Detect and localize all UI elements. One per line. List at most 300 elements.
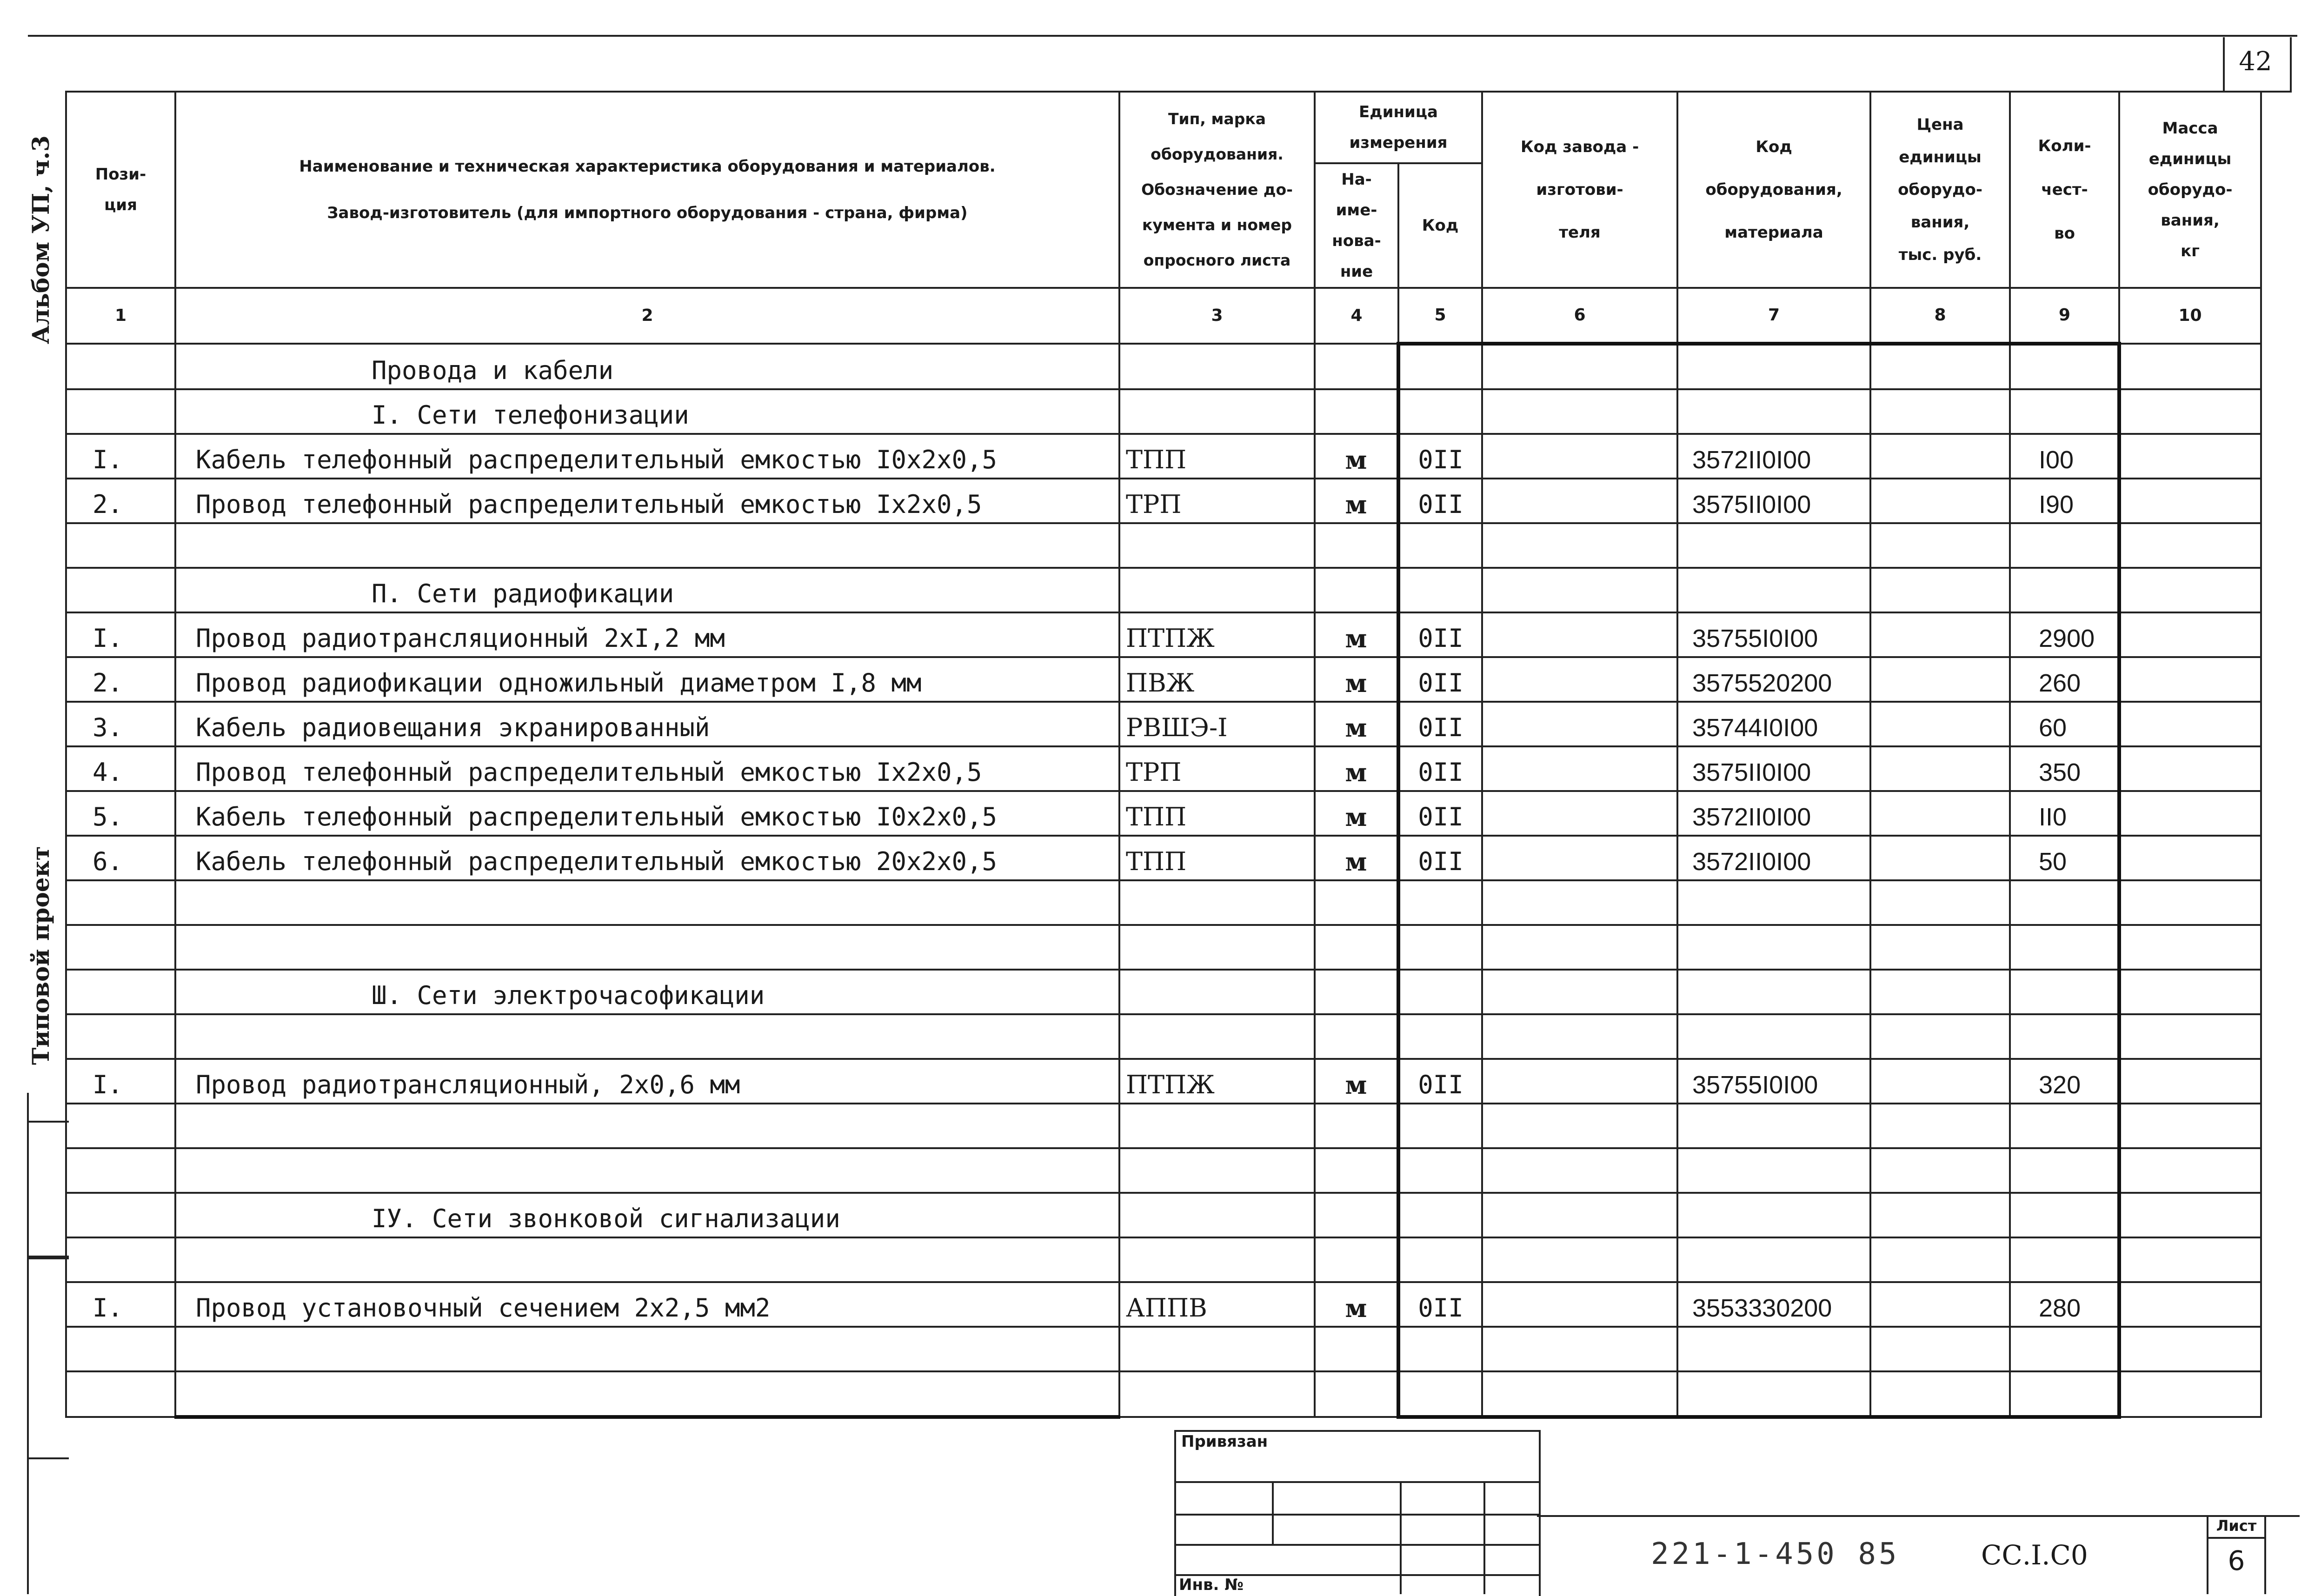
empty-row: [66, 1148, 2261, 1193]
row-name: [175, 880, 1119, 925]
row-material-code: [1677, 1148, 1870, 1193]
header-position: [66, 92, 175, 288]
row-price: [1870, 389, 2010, 434]
row-type: ПТПЖ: [1119, 612, 1315, 657]
empty-row: [66, 1014, 2261, 1059]
row-unit: м: [1315, 479, 1398, 523]
row-factory-code: [1482, 925, 1677, 970]
column-number: 8: [1870, 288, 2010, 344]
row-name: Провод радиофикации одножильный диаметром I,8 мм: [175, 657, 1119, 702]
row-unit-code: 0II: [1398, 612, 1482, 657]
column-number: 1: [66, 288, 175, 344]
row-type: [1119, 880, 1315, 925]
row-mass: [2119, 657, 2261, 702]
row-unit: м: [1315, 612, 1398, 657]
row-name: Кабель телефонный распределительный емкостью I0x2x0,5: [175, 434, 1119, 479]
row-factory-code: [1482, 523, 1677, 568]
column-number: 4: [1315, 288, 1398, 344]
row-quantity: [2010, 1104, 2119, 1148]
row-position: 3.: [66, 702, 175, 746]
row-factory-code: [1482, 880, 1677, 925]
row-price: [1870, 1104, 2010, 1148]
row-type: ТПП: [1119, 791, 1315, 836]
row-factory-code: [1482, 612, 1677, 657]
header-name-text: Наименование и техническая характеристика оборудования и материалов. Завод-изготовитель (для импортного оборудования - страна, фирма): [299, 157, 996, 222]
row-material-code: [1677, 389, 1870, 434]
row-name: [175, 1014, 1119, 1059]
row-mass: [2119, 1282, 2261, 1327]
approval-stamp: [1174, 1430, 1541, 1596]
row-material-code: [1677, 1193, 1870, 1237]
row-quantity: [2010, 568, 2119, 612]
row-unit: м: [1315, 702, 1398, 746]
row-type: [1119, 925, 1315, 970]
row-price: [1870, 568, 2010, 612]
row-unit-code: [1398, 880, 1482, 925]
empty-row: [66, 880, 2261, 925]
section-row: [66, 344, 2261, 389]
header-unit-name-text: На- име- нова- ние: [1332, 170, 1381, 281]
row-mass: [2119, 344, 2261, 389]
row-unit-code: [1398, 1327, 1482, 1371]
side-label-project: Типовой проект: [27, 846, 54, 1065]
row-name: [175, 1237, 1119, 1282]
row-quantity: [2010, 880, 2119, 925]
row-name: [175, 1104, 1119, 1148]
row-mass: [2119, 791, 2261, 836]
row-unit-code: [1398, 1148, 1482, 1193]
table-row: [66, 434, 2261, 479]
row-position: I.: [66, 1059, 175, 1104]
row-factory-code: [1482, 1104, 1677, 1148]
row-material-code: 3575II0I00: [1677, 479, 1870, 523]
row-material-code: [1677, 344, 1870, 389]
row-quantity: [2010, 1327, 2119, 1371]
row-factory-code: [1482, 1148, 1677, 1193]
header-mass-text: Масса единицы оборудо- вания, кг: [2148, 119, 2233, 260]
row-unit-code: [1398, 568, 1482, 612]
row-unit-code: [1398, 1237, 1482, 1282]
header-unit-name: [1315, 163, 1398, 288]
row-name: [175, 1148, 1119, 1193]
row-quantity: [2010, 1371, 2119, 1417]
row-unit-code: 0II: [1398, 836, 1482, 880]
row-price: [1870, 880, 2010, 925]
table-row: [66, 791, 2261, 836]
row-unit-code: 0II: [1398, 1282, 1482, 1327]
row-unit: [1315, 970, 1398, 1014]
stamp-divider: [1272, 1481, 1274, 1544]
row-name: Кабель радиовещания экранированный: [175, 702, 1119, 746]
row-mass: [2119, 1193, 2261, 1237]
row-name: IУ. Сети звонковой сигнализации: [175, 1193, 1119, 1237]
header-unit-text: Единица измерения: [1349, 103, 1448, 152]
row-material-code: [1677, 880, 1870, 925]
row-material-code: 3553330200: [1677, 1282, 1870, 1327]
row-price: [1870, 791, 2010, 836]
row-unit-code: [1398, 389, 1482, 434]
row-price: [1870, 657, 2010, 702]
row-unit: [1315, 1148, 1398, 1193]
row-name: Ш. Сети электрочасофикации: [175, 970, 1119, 1014]
row-quantity: I00: [2010, 434, 2119, 479]
row-position: 6.: [66, 836, 175, 880]
row-factory-code: [1482, 746, 1677, 791]
row-factory-code: [1482, 1371, 1677, 1417]
row-factory-code: [1482, 1059, 1677, 1104]
row-material-code: 3575520200: [1677, 657, 1870, 702]
row-factory-code: [1482, 568, 1677, 612]
table-row: [66, 1282, 2261, 1327]
row-material-code: [1677, 1327, 1870, 1371]
row-position: [66, 1237, 175, 1282]
row-unit: [1315, 1104, 1398, 1148]
header-material-code-text: Код оборудования, материала: [1705, 138, 1842, 242]
row-position: 2.: [66, 479, 175, 523]
row-factory-code: [1482, 434, 1677, 479]
row-type: ПТПЖ: [1119, 1059, 1315, 1104]
section-row: [66, 1193, 2261, 1237]
document-number: 221-1-450 85: [1651, 1537, 1900, 1571]
header-factory-code-text: Код завода - изготови- теля: [1520, 138, 1639, 242]
row-unit: [1315, 1327, 1398, 1371]
row-factory-code: [1482, 344, 1677, 389]
row-quantity: [2010, 1237, 2119, 1282]
row-position: [66, 1014, 175, 1059]
column-number: 10: [2119, 288, 2261, 344]
row-price: [1870, 1059, 2010, 1104]
row-mass: [2119, 1237, 2261, 1282]
row-position: I.: [66, 612, 175, 657]
row-position: I.: [66, 434, 175, 479]
row-material-code: 3572II0I00: [1677, 434, 1870, 479]
row-name: I. Сети телефонизации: [175, 389, 1119, 434]
row-name: [175, 523, 1119, 568]
row-unit: [1315, 1371, 1398, 1417]
row-unit-code: [1398, 344, 1482, 389]
row-unit: [1315, 568, 1398, 612]
row-type: [1119, 1237, 1315, 1282]
row-unit: [1315, 925, 1398, 970]
row-factory-code: [1482, 1237, 1677, 1282]
row-position: 4.: [66, 746, 175, 791]
row-price: [1870, 434, 2010, 479]
row-price: [1870, 612, 2010, 657]
table-row: [66, 657, 2261, 702]
row-material-code: 35744I0I00: [1677, 702, 1870, 746]
row-unit-code: 0II: [1398, 479, 1482, 523]
row-mass: [2119, 1014, 2261, 1059]
row-unit-code: 0II: [1398, 746, 1482, 791]
row-unit: [1315, 523, 1398, 568]
row-unit-code: [1398, 970, 1482, 1014]
row-type: ТПП: [1119, 434, 1315, 479]
row-name: Провод установочный сечением 2x2,5 мм2: [175, 1282, 1119, 1327]
row-material-code: 35755I0I00: [1677, 612, 1870, 657]
row-name: Провод радиотрансляционный 2xI,2 мм: [175, 612, 1119, 657]
row-mass: [2119, 1148, 2261, 1193]
table-body: [66, 344, 2261, 1417]
row-material-code: [1677, 523, 1870, 568]
page-number: 42: [2239, 47, 2272, 77]
row-name: Провод телефонный распределительный емкостью Ix2x0,5: [175, 479, 1119, 523]
row-unit-code: 0II: [1398, 702, 1482, 746]
header-mass: [2119, 92, 2261, 288]
row-price: [1870, 1371, 2010, 1417]
row-factory-code: [1482, 836, 1677, 880]
row-quantity: [2010, 523, 2119, 568]
sheet-label: Лист: [2216, 1517, 2257, 1535]
row-material-code: [1677, 925, 1870, 970]
row-mass: [2119, 568, 2261, 612]
row-unit-code: [1398, 523, 1482, 568]
margin-box-1: [27, 1121, 69, 1259]
row-factory-code: [1482, 1327, 1677, 1371]
row-price: [1870, 1282, 2010, 1327]
row-type: РВШЭ-I: [1119, 702, 1315, 746]
column-number: 9: [2010, 288, 2119, 344]
row-type: ТРП: [1119, 479, 1315, 523]
row-position: I.: [66, 1282, 175, 1327]
row-unit-code: 0II: [1398, 791, 1482, 836]
row-type: [1119, 1371, 1315, 1417]
frame-top-line: [28, 35, 2297, 37]
row-position: [66, 1327, 175, 1371]
row-name: [175, 925, 1119, 970]
row-material-code: 3572II0I00: [1677, 836, 1870, 880]
row-mass: [2119, 746, 2261, 791]
header-type: [1119, 92, 1315, 288]
stamp-inv-no: Инв. №: [1179, 1576, 1244, 1594]
row-material-code: [1677, 568, 1870, 612]
row-price: [1870, 702, 2010, 746]
row-position: [66, 389, 175, 434]
row-material-code: [1677, 1014, 1870, 1059]
empty-row: [66, 1327, 2261, 1371]
row-mass: [2119, 479, 2261, 523]
empty-row: [66, 925, 2261, 970]
row-type: [1119, 1148, 1315, 1193]
row-price: [1870, 1193, 2010, 1237]
row-factory-code: [1482, 791, 1677, 836]
row-position: [66, 1371, 175, 1417]
row-unit-code: [1398, 1193, 1482, 1237]
row-unit-code: 0II: [1398, 1059, 1482, 1104]
row-unit: м: [1315, 836, 1398, 880]
row-unit: м: [1315, 746, 1398, 791]
row-position: [66, 568, 175, 612]
table-row: [66, 702, 2261, 746]
row-quantity: 350: [2010, 746, 2119, 791]
row-material-code: [1677, 970, 1870, 1014]
column-number: 6: [1482, 288, 1677, 344]
header-price: [1870, 92, 2010, 288]
empty-row: [66, 1371, 2261, 1417]
table-row: [66, 1059, 2261, 1104]
row-mass: [2119, 389, 2261, 434]
row-material-code: 3572II0I00: [1677, 791, 1870, 836]
row-type: [1119, 1014, 1315, 1059]
column-number: 5: [1398, 288, 1482, 344]
column-number: 2: [175, 288, 1119, 344]
header-position-text: Пози- ция: [95, 165, 146, 214]
row-price: [1870, 1014, 2010, 1059]
row-type: [1119, 1327, 1315, 1371]
row-unit: м: [1315, 434, 1398, 479]
row-position: [66, 1193, 175, 1237]
row-mass: [2119, 1104, 2261, 1148]
row-price: [1870, 1148, 2010, 1193]
row-material-code: [1677, 1237, 1870, 1282]
row-unit-code: [1398, 1104, 1482, 1148]
row-unit-code: [1398, 1014, 1482, 1059]
row-type: [1119, 389, 1315, 434]
row-price: [1870, 1327, 2010, 1371]
row-material-code: 35755I0I00: [1677, 1059, 1870, 1104]
row-unit: [1315, 880, 1398, 925]
row-price: [1870, 836, 2010, 880]
sheet-number: 6: [2228, 1545, 2245, 1576]
row-price: [1870, 344, 2010, 389]
header-type-text: Тип, марка оборудования. Обозначение до- кумента и номер опросного листа: [1141, 110, 1293, 269]
header-unit-code: [1398, 163, 1482, 288]
row-quantity: 260: [2010, 657, 2119, 702]
row-price: [1870, 746, 2010, 791]
row-type: [1119, 970, 1315, 1014]
section-row: [66, 389, 2261, 434]
row-position: 5.: [66, 791, 175, 836]
row-name: Кабель телефонный распределительный емкостью I0x2x0,5: [175, 791, 1119, 836]
table-row: [66, 612, 2261, 657]
row-quantity: [2010, 925, 2119, 970]
row-mass: [2119, 434, 2261, 479]
row-name: [175, 1371, 1119, 1417]
header-factory-code: [1482, 92, 1677, 288]
title-block-line: [1537, 1515, 2300, 1517]
row-name: П. Сети радиофикации: [175, 568, 1119, 612]
row-quantity: [2010, 344, 2119, 389]
row-type: [1119, 344, 1315, 389]
row-unit: [1315, 1193, 1398, 1237]
row-mass: [2119, 1327, 2261, 1371]
row-name: Провода и кабели: [175, 344, 1119, 389]
row-type: АППВ: [1119, 1282, 1315, 1327]
row-position: [66, 880, 175, 925]
row-material-code: [1677, 1104, 1870, 1148]
row-price: [1870, 970, 2010, 1014]
row-position: [66, 344, 175, 389]
row-quantity: 60: [2010, 702, 2119, 746]
row-quantity: [2010, 1014, 2119, 1059]
row-type: [1119, 523, 1315, 568]
row-unit: м: [1315, 657, 1398, 702]
header-material-code: [1677, 92, 1870, 288]
empty-row: [66, 523, 2261, 568]
row-position: [66, 925, 175, 970]
row-name: [175, 1327, 1119, 1371]
row-quantity: 50: [2010, 836, 2119, 880]
row-quantity: 280: [2010, 1282, 2119, 1327]
header-quantity: [2010, 92, 2119, 288]
row-unit: м: [1315, 791, 1398, 836]
row-unit-code: [1398, 1371, 1482, 1417]
row-type: ТРП: [1119, 746, 1315, 791]
row-factory-code: [1482, 970, 1677, 1014]
row-factory-code: [1482, 389, 1677, 434]
row-mass: [2119, 1059, 2261, 1104]
row-factory-code: [1482, 1282, 1677, 1327]
row-unit: [1315, 389, 1398, 434]
row-unit: [1315, 1014, 1398, 1059]
row-type: ТПП: [1119, 836, 1315, 880]
header-unit: [1315, 92, 1482, 163]
section-row: [66, 568, 2261, 612]
row-mass: [2119, 612, 2261, 657]
stamp-divider: [1400, 1481, 1402, 1594]
row-factory-code: [1482, 702, 1677, 746]
header-name: [175, 92, 1119, 288]
row-position: [66, 970, 175, 1014]
row-price: [1870, 479, 2010, 523]
row-quantity: [2010, 389, 2119, 434]
row-type: [1119, 1193, 1315, 1237]
row-factory-code: [1482, 657, 1677, 702]
row-mass: [2119, 1371, 2261, 1417]
table-row: [66, 746, 2261, 791]
stamp-divider: [1483, 1481, 1485, 1594]
row-quantity: [2010, 970, 2119, 1014]
row-mass: [2119, 925, 2261, 970]
row-position: [66, 1104, 175, 1148]
row-quantity: 2900: [2010, 612, 2119, 657]
sheet-box-line: [2207, 1537, 2266, 1539]
row-quantity: II0: [2010, 791, 2119, 836]
side-label-album: Альбом УП, ч.3: [27, 135, 54, 344]
row-factory-code: [1482, 1014, 1677, 1059]
row-price: [1870, 523, 2010, 568]
row-unit: м: [1315, 1059, 1398, 1104]
row-factory-code: [1482, 479, 1677, 523]
row-price: [1870, 1237, 2010, 1282]
column-number: 3: [1119, 288, 1315, 344]
row-unit-code: 0II: [1398, 434, 1482, 479]
row-material-code: 3575II0I00: [1677, 746, 1870, 791]
table-row: [66, 836, 2261, 880]
header-unit-code-text: Код: [1422, 216, 1459, 235]
header-quantity-text: Коли- чест- во: [2038, 137, 2091, 243]
row-name: Провод радиотрансляционный, 2x0,6 мм: [175, 1059, 1119, 1104]
row-type: [1119, 568, 1315, 612]
row-type: ПВЖ: [1119, 657, 1315, 702]
row-quantity: I90: [2010, 479, 2119, 523]
row-unit: [1315, 1237, 1398, 1282]
row-position: [66, 1148, 175, 1193]
row-unit-code: [1398, 925, 1482, 970]
row-factory-code: [1482, 1193, 1677, 1237]
row-type: [1119, 1104, 1315, 1148]
stamp-privyazan: Привязан: [1181, 1432, 1268, 1451]
row-quantity: [2010, 1148, 2119, 1193]
row-price: [1870, 925, 2010, 970]
row-mass: [2119, 970, 2261, 1014]
empty-row: [66, 1104, 2261, 1148]
row-unit: [1315, 344, 1398, 389]
row-mass: [2119, 523, 2261, 568]
empty-row: [66, 1237, 2261, 1282]
specification-table: [65, 91, 2262, 1419]
row-quantity: [2010, 1193, 2119, 1237]
row-name: Провод телефонный распределительный емкостью Ix2x0,5: [175, 746, 1119, 791]
